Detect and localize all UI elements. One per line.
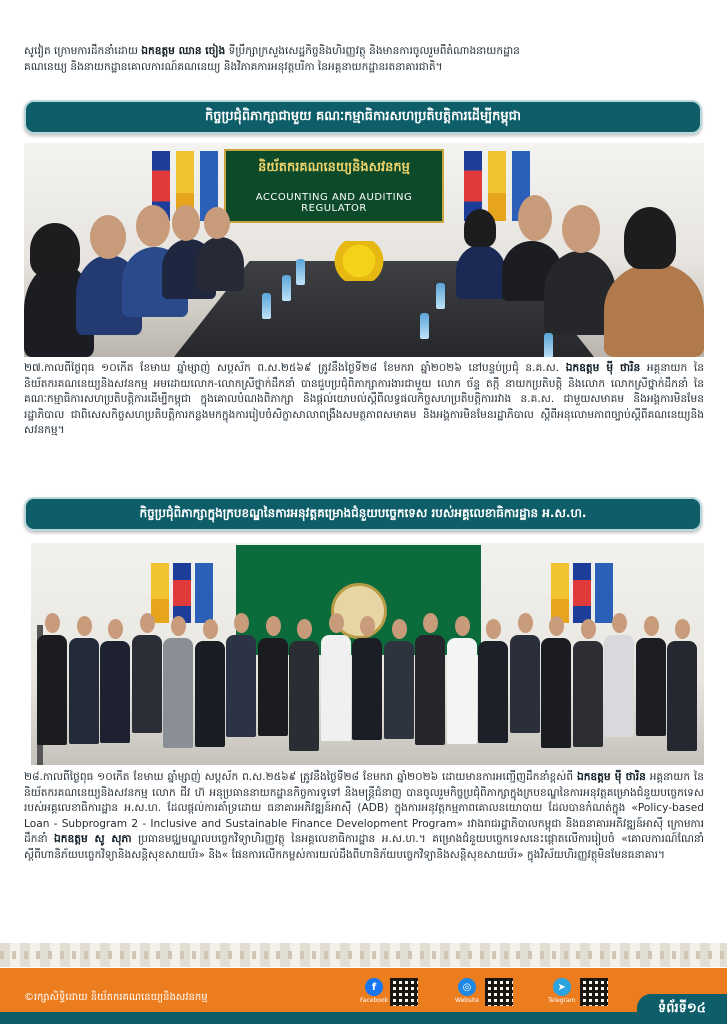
group-member-head	[140, 613, 155, 633]
group-member	[321, 635, 351, 741]
group-member-head	[392, 619, 407, 639]
flag	[573, 563, 591, 623]
group-member	[667, 641, 697, 751]
group-member-head	[297, 619, 312, 639]
flag	[195, 563, 213, 623]
section-banner-1: កិច្ចប្រជុំពិភាក្សាជាមួយ គណៈកម្មាធិការសហប្រតិបត្តិការដើម្បីកម្ពុជា	[24, 100, 702, 134]
attendee-head	[464, 209, 496, 247]
group-member	[69, 638, 99, 744]
flag	[173, 563, 191, 623]
website-qr-code[interactable]	[485, 978, 513, 1006]
group-member-head	[234, 613, 249, 633]
group-member	[163, 638, 193, 748]
group-member-head	[581, 619, 596, 639]
attendee	[456, 245, 506, 299]
official-name: ឯកឧត្តម ម៉ី ថារិន	[576, 771, 646, 783]
group-member	[573, 641, 603, 747]
attendee-head	[90, 215, 126, 259]
attendee-head	[624, 207, 676, 269]
group-member	[195, 641, 225, 747]
group-member-head	[486, 619, 501, 639]
group-member-head	[266, 616, 281, 636]
water-bottle	[544, 333, 553, 357]
attendee	[604, 263, 704, 357]
group-member	[478, 641, 508, 743]
group-member	[289, 641, 319, 751]
flower-arrangement	[324, 241, 394, 281]
group-member-head	[329, 613, 344, 633]
group-member	[415, 635, 445, 745]
water-bottle	[436, 283, 445, 309]
group-member	[132, 635, 162, 733]
official-name: ឯកឧត្តម សូ សុភា	[54, 833, 132, 846]
attendee-head	[136, 205, 170, 247]
group-member	[636, 638, 666, 736]
website-icon: ◎	[458, 978, 476, 996]
group-member-head	[203, 619, 218, 639]
group-member	[541, 638, 571, 748]
flag	[488, 151, 506, 221]
water-bottle	[282, 275, 291, 301]
group-member-head	[77, 616, 92, 636]
group-member	[447, 638, 477, 744]
facebook-icon: f	[365, 978, 383, 996]
group-member-head	[518, 613, 533, 633]
footer-strip	[0, 1012, 727, 1024]
water-bottle	[262, 293, 271, 319]
group-member	[352, 638, 382, 740]
group-member-head	[171, 616, 186, 636]
section2-paragraph: ២៨.កាលពីថ្ងៃពុធ ១០កើត ខែមាឃ ឆ្នាំម្សាញ់ សប្តស័ក ព.ស.២៥៦៩ ត្រូវនឹងថ្ងៃទី២៨ ខែមករា ឆ្នាំ២០២៦ ដោយមានការអញ្ជើញដឹកនាំខ្ពស់ពី ឯកឧត្តម ម៉ី ថារិន អគ្គនាយក នៃនិយ័តករគណនេយ្យនិងសវនកម្ម លោក ជីវ ហ៊ អនុប្រធាននាយកដ្ឋានកិច្ចការទូទៅ និងមន្ត្រីជំនាញ បានចូលរួមកិច្ចប្រជុំពិភាក្សាក្នុងក្របខណ្ឌនៃការអនុវត្តគម្រោងជំនួយបច្ចេកទេស របស់អគ្គលេខាធិការដ្ឋាន អ.ស.ហ. ដែលផ្តល់ការគាំទ្រដោយ ធនាគារអភិវឌ្ឍន៍អាស៊ី (ADB) ក្នុងការអនុវត្តកម្មភាពគោលនយោបាយ ដែលបានកំណត់ក្នុង «Policy-based Loan - Subprogram 2 - Inclusive and Sustainable Finance Development Program» រវាងរាជរដ្ឋាភិបាលកម្ពុជា និងធនាគារអភិវឌ្ឍន៍អាស៊ី ក្រោមការដឹកនាំ ឯកឧត្តម សូ សុភា ប្រធានមជ្ឈមណ្ឌលបច្ចេកវិទ្យាហិរញ្ញវត្ថុ នៃអគ្គលេខាធិការដ្ឋាន អ.ស.ហ.។ គម្រោងជំនួយបច្ចេកទេសនេះផ្តោតលើការរៀបចំ «គោលការណ៍ណែនាំស្តីពីហានិភ័យបច្ចេកវិទ្យានិងសន្តិសុខសាយប័រ» និង« ផែនការលើកកម្ពស់ការយល់ដឹងពីហានិភ័យបច្ចេកវិទ្យានិងសន្តិសុខសាយប័រ» ក្នុងវិស័យហិរញ្ញវត្ថុមិនមែនធនាគារ។	[24, 771, 704, 861]
group-member	[226, 635, 256, 737]
group-member-head	[360, 616, 375, 636]
wall-sign: និយ័តករគណនេយ្យនិងសវនកម្ម ACCOUNTING AND AUDITING REGULATOR	[224, 149, 444, 223]
group-member	[100, 641, 130, 743]
attendee-head	[204, 207, 230, 239]
group-member-head	[549, 616, 564, 636]
telegram-qr-code[interactable]	[580, 978, 608, 1006]
telegram-icon: ➤	[553, 978, 571, 996]
attendee-head	[518, 195, 552, 241]
attendee	[196, 237, 244, 291]
water-bottle	[420, 313, 429, 339]
copyright-text: ©រក្សាសិទ្ធិដោយ និយ័តករគណនេយ្យនិងសវនកម្ម	[24, 992, 208, 1003]
group-member-head	[455, 616, 470, 636]
group-member	[384, 641, 414, 739]
group-member-head	[675, 619, 690, 639]
group-member	[258, 638, 288, 736]
website-link[interactable]: ◎ Website	[455, 978, 479, 1004]
intro-paragraph: សូវៀត ក្រោមការដឹកនាំដោយ ឯកឧត្តម ឈាន ចៀង ទីប្រឹក្សាក្រសួងសេដ្ឋកិច្ចនិងហិរញ្ញវត្ថុ និងមានការចូលរួមពីតំណាងនាយកដ្ឋាន គណនេយ្យ និងនាយកដ្ឋានគោលការណ៍គណនេយ្យ និងវិភាគការអនុវត្តបរិកា នៃអគ្គនាយកដ្ឋានរតនាគារជាតិ។	[24, 45, 520, 73]
attendee-head	[562, 205, 600, 253]
flag	[551, 563, 569, 623]
meeting-photo-1	[24, 143, 704, 357]
group-member-head	[45, 613, 60, 633]
facebook-link[interactable]: f Facebook	[360, 978, 388, 1004]
group-member	[510, 635, 540, 733]
group-member-head	[108, 619, 123, 639]
group-photo-2	[31, 543, 704, 765]
attendee-head	[172, 205, 200, 241]
section-banner-2: កិច្ចប្រជុំពិភាក្សាក្នុងក្របខណ្ឌនៃការអនុវត្តគម្រោងជំនួយបច្ចេកទេស របស់អគ្គលេខាធិការដ្ឋាន អ.ស.ហ.	[24, 497, 702, 531]
attendee-head	[30, 223, 80, 277]
group-member-head	[644, 616, 659, 636]
section1-paragraph: ២៧.កាលពីថ្ងៃពុធ ១០កើត ខែមាឃ ឆ្នាំម្សាញ់ សប្តស័ក ព.ស.២៥៦៩ ត្រូវនឹងថ្ងៃទី២៨ ខែមករា ឆ្នាំ២០២៦ នៅបន្ទប់ប្រជុំ ន.គ.ស. ឯកឧត្តម ម៉ី ថារិន អគ្គនាយក នៃនិយ័តករគណនេយ្យនិងសវនកម្ម អមដោយលោក-លោកស្រីថ្នាក់ដឹកនាំ បានជួបប្រជុំពិភាក្សាការងារជាមួយ លោក ច័ន្ទ តក្កី នាយកប្រតិបត្តិ និងលោក លោកស្រីថ្នាក់ដឹកនាំ នៃគណៈកម្មាធិការសហប្រតិបត្តិការដើម្បីកម្ពុជា ក្នុងគោលបំណងពិភាក្សា និងផ្តល់យោបល់ស្តីពីលទ្ធផលកិច្ចសហប្រតិបត្តិការរវាង ន.គ.ស. ជាមួយសមាគម និងអង្គការមិនមែនរដ្ឋាភិបាល ជាពិសេសកិច្ចសហប្រតិបត្តិការកន្លងមកក្នុងការរៀបចំសិក្ខាសាលាពង្រឹងសមត្ថភាពសមាគម និងអង្គការមិនមែនរដ្ឋាភិបាល ស្តីពីអនុលោមភាពច្បាប់ស្តីពីគណនេយ្យនិងសវនកម្ម។	[24, 362, 704, 437]
group-member	[604, 635, 634, 737]
facebook-qr-code[interactable]	[390, 978, 418, 1006]
group-member	[37, 635, 67, 745]
water-bottle	[296, 259, 305, 285]
official-name: ឯកឧត្តម ម៉ី ថារិន	[565, 362, 641, 374]
flag	[595, 563, 613, 623]
flag	[151, 563, 169, 623]
telegram-link[interactable]: ➤ Telegram	[548, 978, 576, 1004]
page-number: ទំព័រទី១៤	[637, 994, 727, 1024]
group-member-head	[612, 613, 627, 633]
decorative-pattern	[0, 943, 727, 967]
group-member-head	[423, 613, 438, 633]
official-name: ឯកឧត្តម ឈាន ចៀង	[141, 45, 226, 57]
